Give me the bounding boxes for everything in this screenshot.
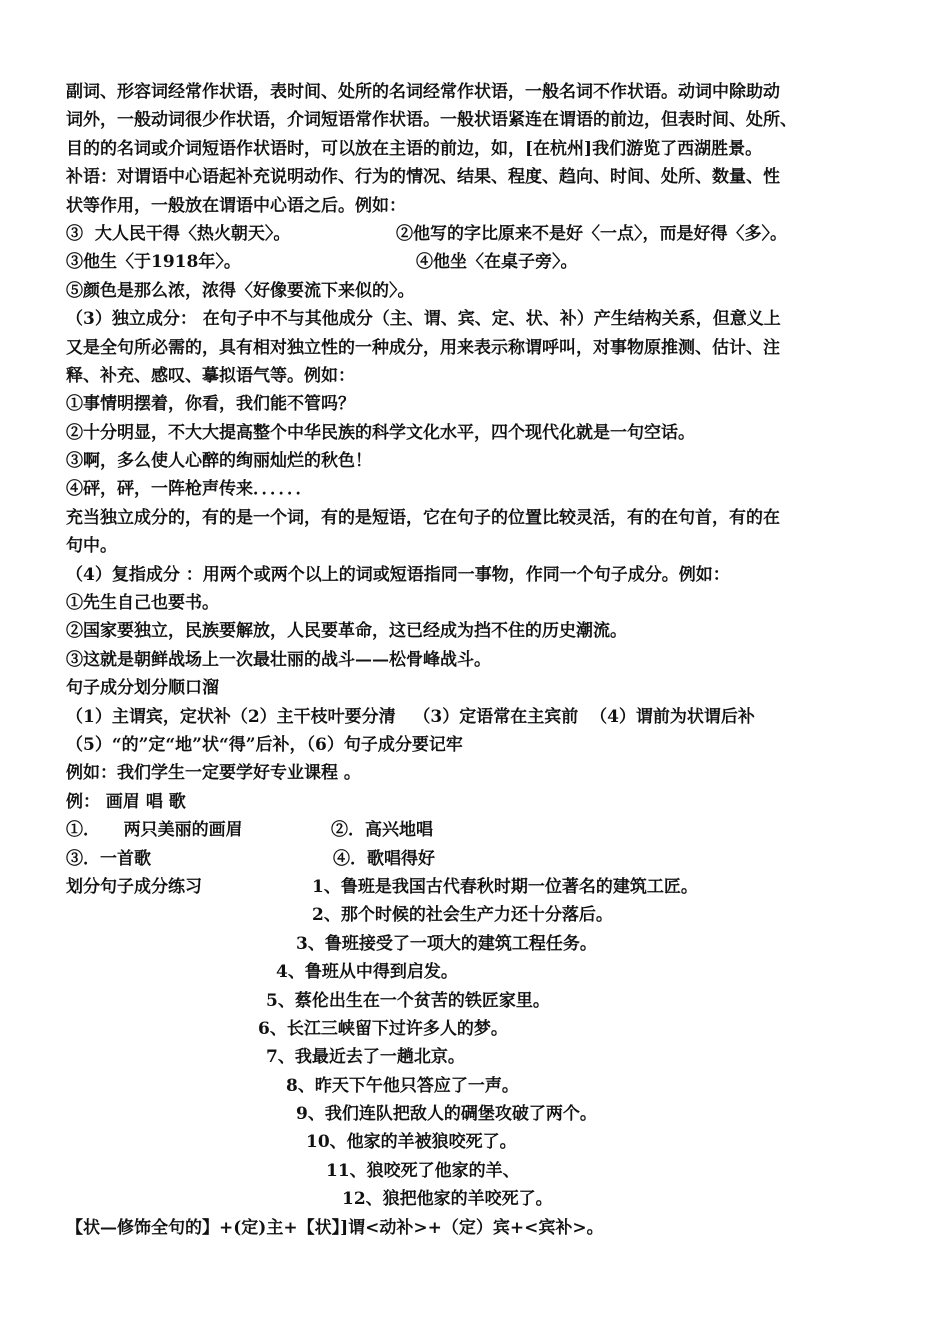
practice-question: 4、鲁班从中得到启发。 — [276, 962, 458, 983]
practice-section — [66, 873, 890, 1214]
practice-question: 5、蔡伦出生在一个贫苦的铁匠家里。 — [266, 990, 550, 1011]
example-item: ①事情明摆着，你看，我们能不管吗？ — [66, 394, 355, 415]
example-item: ③这就是朝鲜战场上一次最壮丽的战斗——松骨峰战斗。 — [66, 649, 491, 670]
example-item: ②他写的字比原来不是好〈一点〉，而是好得〈多〉。 — [396, 223, 787, 244]
text-line: 状等作用，一般放在谓语中心语之后。例如： — [66, 195, 406, 216]
text-line: （3）独立成分： 在句子中不与其他成分（主、谓、宾、定、状、补）产生结构关系，但意义上 — [66, 309, 781, 330]
example-item: ③ 大人民干得〈热火朝天〉。 — [66, 223, 291, 244]
practice-question: 1、鲁班是我国古代春秋时期一位著名的建筑工匠。 — [312, 876, 698, 897]
example-item: ①． 两只美丽的画眉 — [66, 820, 243, 841]
example-sentence: 例如：我们学生一定要学好专业课程 。 — [66, 763, 361, 784]
example-item: ②国家要独立，民族要解放，人民要革命，这已经成为挡不住的历史潮流。 — [66, 621, 627, 642]
practice-question: 3、鲁班接受了一项大的建筑工程任务。 — [296, 933, 597, 954]
example-item: ④他坐〈在桌子旁〉。 — [416, 252, 578, 273]
example-item: ③啊，多么使人心醉的绚丽灿烂的秋色！ — [66, 451, 372, 472]
practice-question: 9、我们连队把敌人的碉堡攻破了两个。 — [296, 1104, 597, 1125]
text-line: 目的的名词或介词短语作状语时，可以放在主语的前边，如，[在杭州]我们游览了西湖胜景。 — [66, 138, 763, 159]
text-line: 又是全句所必需的，具有相对独立性的一种成分，用来表示称谓呼叫，对事物原推测、估计、注 — [66, 337, 780, 358]
complement-examples — [66, 220, 890, 305]
appositive-paragraph — [66, 561, 890, 675]
sentence-formula: 【状—修饰全句的】+(定)主+【状】]谓<动补>+（定）宾+<宾补>。 — [66, 1217, 604, 1238]
rhyme-section — [66, 674, 890, 873]
text-line: 词外，一般动词很少作状语，介词短语常作状语。一般状语紧连在谓语的前边，但表时间、处所、 — [66, 110, 797, 131]
example-item: ④．歌唱得好 — [333, 848, 435, 869]
practice-question: 10、他家的羊被狼咬死了。 — [306, 1132, 517, 1153]
example-item: ⑤颜色是那么浓，浓得〈好像要流下来似的〉。 — [66, 280, 415, 301]
text-line: 句中。 — [66, 536, 117, 557]
example-item: ①先生自己也要书。 — [66, 593, 219, 614]
complement-paragraph — [66, 163, 890, 220]
practice-question: 12、狼把他家的羊咬死了。 — [342, 1189, 553, 1210]
text-line: 释、补充、感叹、摹拟语气等。例如： — [66, 365, 355, 386]
practice-question: 2、那个时候的社会生产力还十分落后。 — [312, 905, 613, 926]
section-title: 句子成分划分顺口溜 — [66, 678, 219, 699]
example-item: ③．一首歌 — [66, 848, 151, 869]
text-line: 充当独立成分的，有的是一个词，有的是短语，它在句子的位置比较灵活，有的在句首，有的在 — [66, 507, 780, 528]
example-item: ②．高兴地唱 — [331, 820, 433, 841]
practice-question: 8、昨天下午他只答应了一声。 — [286, 1075, 519, 1096]
rhyme-line: （5）“的”定“地”状“得”后补，（6）句子成分要记牢 — [66, 734, 463, 755]
example-item: ③他生〈于1918年〉。 — [66, 252, 241, 273]
practice-label: 划分句子成分练习 — [66, 876, 202, 897]
practice-question: 6、长江三峡留下过许多人的梦。 — [258, 1018, 508, 1039]
adverbial-paragraph — [66, 78, 890, 163]
practice-question: 7、我最近去了一趟北京。 — [266, 1047, 465, 1068]
text-line: （4）复指成分 ：用两个或两个以上的词或短语指同一事物，作同一个句子成分。例如： — [66, 564, 730, 585]
text-line: 副词、形容词经常作状语，表时间、处所的名词经常作状语，一般名词不作状语。动词中除助动 — [66, 82, 780, 102]
text-line: 补语：对谓语中心语起补充说明动作、行为的情况、结果、程度、趋向、时间、处所、数量、性 — [66, 167, 780, 188]
example-item: ④砰，砰，一阵枪声传来．．．．．． — [66, 479, 313, 500]
example-item: ②十分明显，不大大提高整个中华民族的科学文化水平，四个现代化就是一句空话。 — [66, 422, 695, 443]
practice-question: 11、狼咬死了他家的羊、 — [326, 1160, 520, 1181]
independent-element-paragraph — [66, 305, 890, 561]
example-heading: 例： 画眉 唱 歌 — [66, 791, 186, 812]
rhyme-line: （1）主谓宾，定状补（2）主干枝叶要分清 （3）定语常在主宾前 （4）谓前为状谓后补 — [66, 706, 755, 727]
